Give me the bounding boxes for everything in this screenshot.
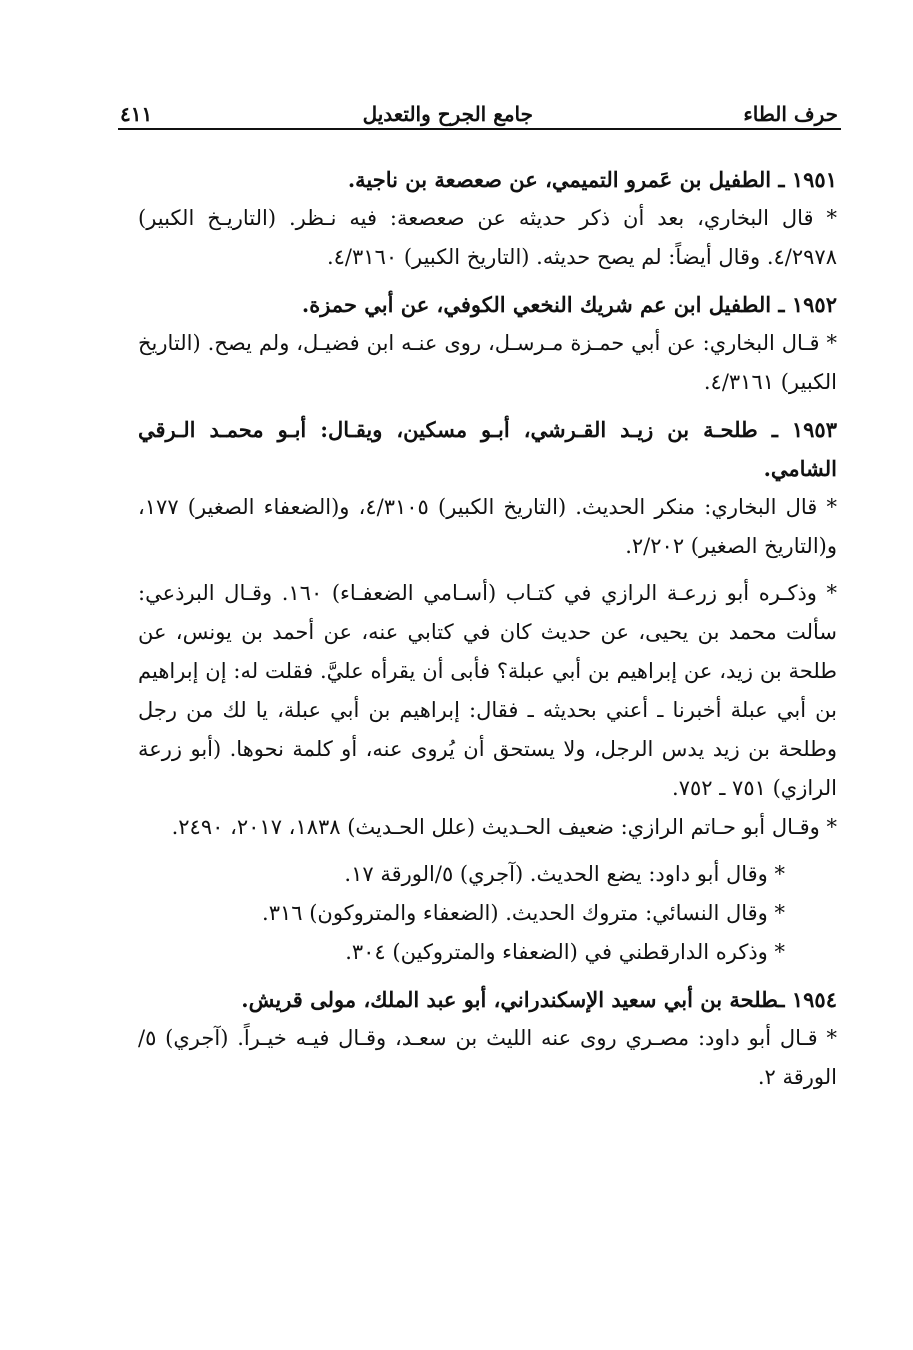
entry-paragraph: * قـال أبو داود: مصـري روى عنه الليث بن سعـد، وقـال فيـه خيـراً. (آجري) ٥/الورقة ٢. xyxy=(138,1026,837,1089)
entry-sub-paragraph: * وقال النسائي: متروك الحديث. (الضعفاء والمتروكون) ٣١٦. xyxy=(262,901,785,925)
entry-paragraph: * قـال البخاري: عن أبي حمـزة مـرسـل، روى عنـه ابن فضيـل، ولم يصح. (التاريخ الكبير) ٤/٣١٦١. xyxy=(138,331,837,394)
entry-sub-paragraph: * وقال أبو داود: يضع الحديث. (آجري) ٥/الورقة ١٧. xyxy=(344,862,785,886)
section-title: حرف الطاء xyxy=(743,102,838,126)
entry-1951 xyxy=(138,160,837,277)
entry-number: ١٩٥٢ xyxy=(791,292,837,317)
page-body xyxy=(138,160,837,1105)
entry-sub-paragraph: * وذكره الدارقطني في (الضعفاء والمتروكين) ٣٠٤. xyxy=(345,940,785,964)
entry-1953 xyxy=(138,410,837,972)
entry-title: ـطلحة بن أبي سعيد الإسكندراني، أبو عبد الملك، مولى قريش. xyxy=(241,987,785,1012)
entry-number: ١٩٥٤ xyxy=(791,987,837,1012)
entry-number: ١٩٥٣ xyxy=(791,417,837,442)
entry-title: ـ طلحـة بن زيـد القـرشي، أبـو مسكين، ويقـال: أبـو محمـد الـرقي الشامي. xyxy=(138,417,837,481)
entry-1954 xyxy=(138,980,837,1097)
entry-paragraph: * قال البخاري، بعد أن ذكر حديثه عن صعصعة: فيه نـظر. (التاريـخ الكبير) ٤/٢٩٧٨. وقال أيضاً: لم يصح حديثه. (التاريخ الكبير) ٤/٣١٦٠. xyxy=(138,206,837,269)
entry-paragraph: * وذكـره أبو زرعـة الرازي في كتـاب (أسـامي الضعفـاء) ١٦٠. وقـال البرذعي: سألت محمد بن يحيى، عن حديث كان في كتابي عنه، عن أحمد بن يونس، عن طلحة بن زيد، عن إبراهيم بن أبي عبلة؟ فأبى أن يقرأه عليَّ. فقلت له: إن إبراهيم بن أبي عبلة أخبرنا ـ أعني بحديثه ـ فقال: إبراهيم بن أبي عبلة، يا لك من رجل وطلحة بن زيد يدس الرجل، ولا يستحق أن يُروى عنه، أو كلمة نحوها. (أبو زرعة الرازي) ٧٥١ ـ ٧٥٢. xyxy=(138,581,838,800)
entry-title: ـ الطفيل بن عَمرو التميمي، عن صعصعة بن ناجية. xyxy=(347,167,785,192)
page-number: ٤١١ xyxy=(120,102,153,126)
entry-paragraph: * وقـال أبو حـاتم الرازي: ضعيف الحـديث (علل الحـديث) ١٨٣٨، ٢٠١٧، ٢٤٩٠. xyxy=(171,815,837,839)
entry-heading xyxy=(138,410,837,488)
page-header xyxy=(120,88,838,128)
entry-1952 xyxy=(138,285,837,402)
entry-heading xyxy=(138,285,837,324)
entry-heading xyxy=(138,160,837,199)
entry-heading xyxy=(138,980,837,1019)
entry-number: ١٩٥١ xyxy=(791,167,837,192)
entry-paragraph: * قال البخاري: منكر الحديث. (التاريخ الكبير) ٤/٣١٠٥، و(الضعفاء الصغير) ١٧٧، و(التاريخ الصغير) ٢/٢٠٢. xyxy=(138,495,837,558)
book-title: جامع الجرح والتعديل xyxy=(362,102,534,126)
entry-title: ـ الطفيل ابن عم شريك النخعي الكوفي، عن أبي حمزة. xyxy=(301,292,785,317)
header-rule xyxy=(118,128,841,130)
